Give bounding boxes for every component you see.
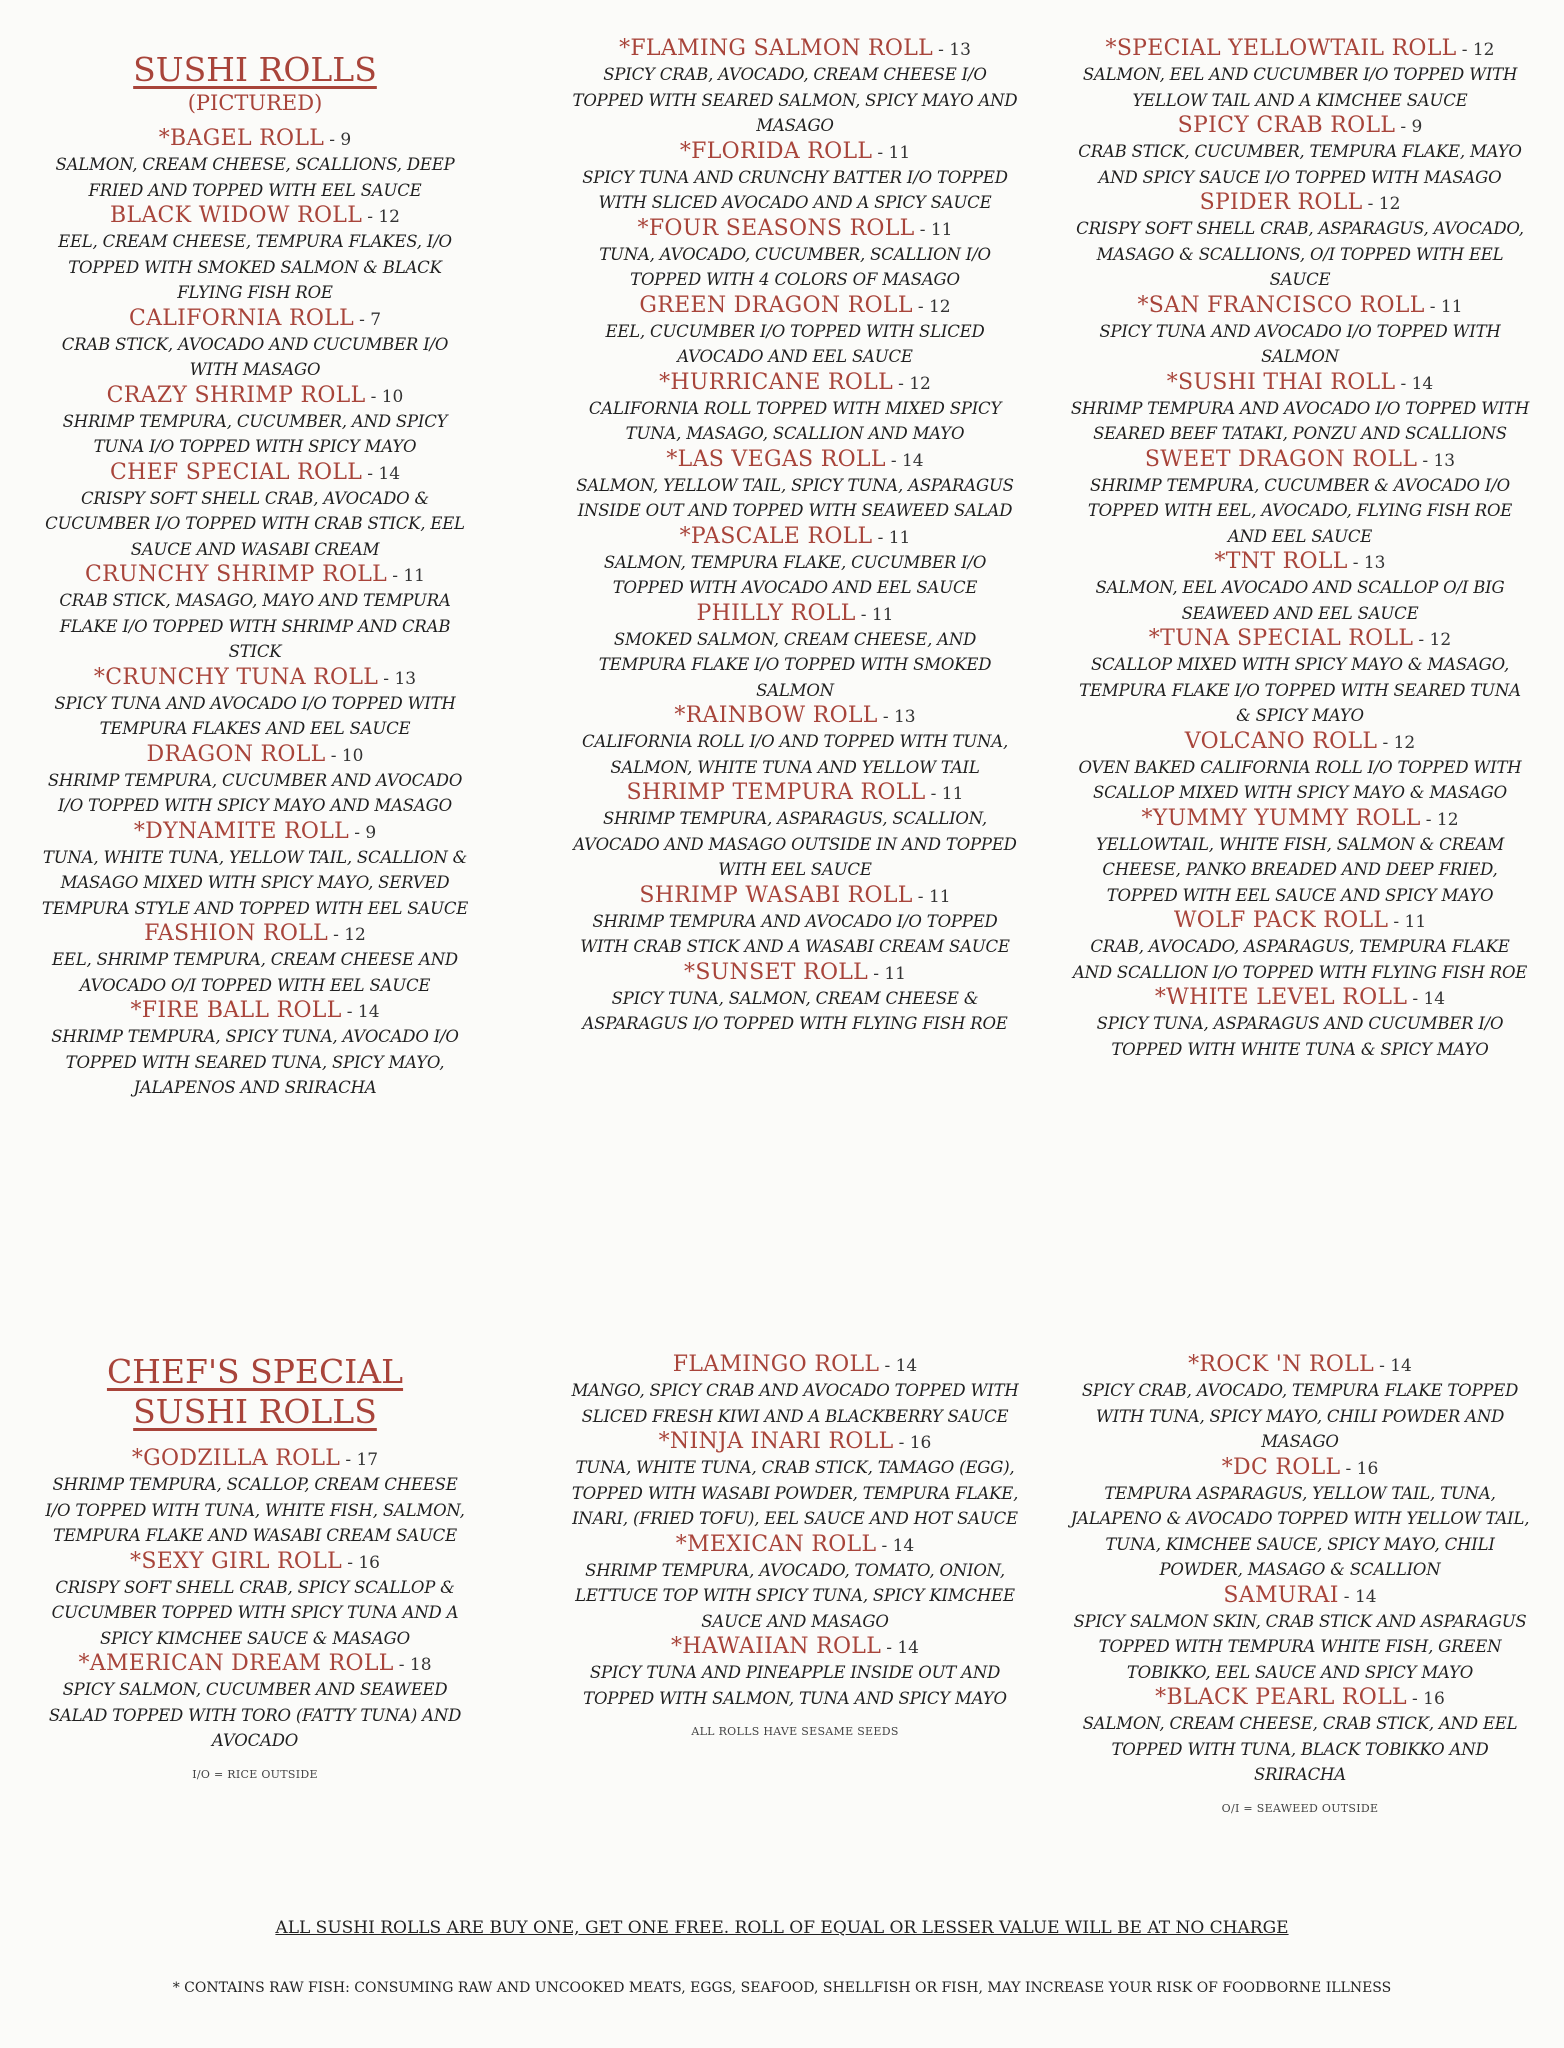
menu-item-name: *FLORIDA ROLL <box>679 138 873 164</box>
menu-item-price: - 12 <box>898 373 931 394</box>
menu-item-header <box>1070 447 1530 473</box>
menu-item-description: CRAB STICK, AVOCADO AND CUCUMBER I/O WITH MASAGO <box>61 334 449 379</box>
menu-item-price: - 9 <box>329 130 352 150</box>
menu-item-name: *LAS VEGAS ROLL <box>666 446 886 472</box>
menu-item-price: - 16 <box>347 1552 380 1573</box>
menu-item-header <box>1070 626 1530 652</box>
menu-item-price: - 14 <box>890 450 924 471</box>
menu-item <box>570 36 1020 139</box>
menu-item <box>40 1446 470 1549</box>
menu-item <box>570 1634 1020 1711</box>
menu-item-name: CHEF SPECIAL ROLL <box>109 459 363 485</box>
menu-item-name: CRAZY SHRIMP ROLL <box>106 382 366 408</box>
menu-item-header <box>40 998 470 1024</box>
legend-oi: O/I = SEAWEED OUTSIDE <box>1221 1801 1379 1815</box>
menu-item-description: CALIFORNIA ROLL I/O AND TOPPED WITH TUNA, SALMON, WHITE TUNA AND YELLOW TAIL <box>582 732 1008 777</box>
menu-item <box>40 1549 470 1652</box>
menu-item <box>40 921 470 998</box>
menu-item-price: - 9 <box>354 822 377 843</box>
menu-item <box>570 601 1020 704</box>
menu-item-header <box>40 460 470 486</box>
menu-item-header <box>570 1429 1020 1455</box>
menu-item-description: SPICY TUNA AND PINEAPPLE INSIDE OUT AND TOPPED WITH SALMON, TUNA AND SPICY MAYO <box>583 1663 1007 1708</box>
menu-item-description: SPICY CRAB, AVOCADO, TEMPURA FLAKE TOPPED WITH TUNA, SPICY MAYO, CHILI POWDER AND MASAGO <box>1081 1381 1519 1451</box>
menu-item-price: - 12 <box>1382 732 1416 753</box>
menu-item <box>1070 806 1530 909</box>
sushi-rolls-title: SUSHI ROLLS <box>133 50 377 89</box>
menu-item-price: - 11 <box>917 886 951 907</box>
menu-item-price: - 14 <box>367 463 401 484</box>
menu-item-price: - 11 <box>392 566 425 586</box>
menu-item <box>1070 1583 1530 1686</box>
menu-item-description: SPICY CRAB, AVOCADO, CREAM CHEESE I/O TOPPED WITH SEARED SALMON, SPICY MAYO AND MASAGO <box>572 65 1018 135</box>
menu-item-header <box>1070 36 1530 62</box>
menu-item-description: CRAB STICK, MASAGO, MAYO AND TEMPURA FLAKE I/O TOPPED WITH SHRIMP AND CRAB STICK <box>59 591 451 661</box>
menu-item-price: - 13 <box>1422 450 1456 471</box>
menu-item-description: SALMON, YELLOW TAIL, SPICY TUNA, ASPARAGUS INSIDE OUT AND TOPPED WITH SEAWEED SALAD <box>576 475 1014 520</box>
menu-list-chef2 <box>570 1352 1020 1711</box>
menu-item-price: - 7 <box>359 309 382 330</box>
chef-special-right <box>1070 1352 1530 1815</box>
menu-item-price: - 13 <box>882 707 916 727</box>
menu-item-name: *HURRICANE ROLL <box>659 369 893 395</box>
menu-item-name: SAMURAI <box>1223 1582 1339 1608</box>
menu-item-description: SPICY SALMON, CUCUMBER AND SEAWEED SALAD TOPPED WITH TORO (FATTY TUNA) AND AVOCADO <box>48 1680 462 1750</box>
menu-item-description: SHRIMP TEMPURA, CUCUMBER, AND SPICY TUNA I/O TOPPED WITH SPICY MAYO <box>62 411 448 456</box>
menu-item <box>40 203 470 306</box>
menu-item-name: CRUNCHY SHRIMP ROLL <box>85 562 388 587</box>
menu-item-name: DRAGON ROLL <box>146 741 326 767</box>
menu-item-name: FLAMINGO ROLL <box>672 1352 880 1377</box>
menu-item-description: CRISPY SOFT SHELL CRAB, SPICY SCALLOP & CUCUMBER TOPPED WITH SPICY TUNA AND A SPICY KIMCHEE SAUCE & MASAGO <box>51 1577 459 1648</box>
menu-item-name: *ROCK 'N ROLL <box>1188 1352 1374 1377</box>
sushi-rolls-subtitle: (PICTURED) <box>187 91 323 115</box>
menu-item-price: - 13 <box>383 668 417 689</box>
menu-item-header <box>1070 1455 1530 1481</box>
menu-item-name: *CRUNCHY TUNA ROLL <box>93 664 379 690</box>
menu-item <box>570 960 1020 1037</box>
menu-item <box>1070 36 1530 113</box>
menu-item-name: SHRIMP TEMPURA ROLL <box>626 780 926 805</box>
menu-item-price: - 12 <box>333 925 366 945</box>
menu-item-name: *TNT ROLL <box>1214 549 1348 574</box>
menu-item-header <box>570 293 1020 319</box>
menu-item <box>570 139 1020 216</box>
menu-item-description: TUNA, WHITE TUNA, YELLOW TAIL, SCALLION & MASAGO MIXED WITH SPICY MAYO, SERVED TEMPURA STYLE AND TOPPED WITH EEL SAUCE <box>41 847 469 918</box>
menu-item-name: VOLCANO ROLL <box>1184 728 1378 754</box>
menu-item-price: - 10 <box>370 386 404 407</box>
menu-item <box>40 819 470 922</box>
menu-item-header <box>570 960 1020 986</box>
menu-item-header <box>570 370 1020 396</box>
menu-item-header <box>40 306 470 332</box>
menu-list-chef1 <box>40 1446 470 1754</box>
menu-item-description: SPICY TUNA AND CRUNCHY BATTER I/O TOPPED WITH SLICED AVOCADO AND A SPICY SAUCE <box>582 167 1008 212</box>
menu-item-header <box>570 1352 1020 1378</box>
menu-item <box>40 742 470 819</box>
menu-list-col3 <box>1070 36 1530 1062</box>
menu-item <box>570 1532 1020 1635</box>
menu-item <box>40 998 470 1101</box>
footer-warning: * CONTAINS RAW FISH: CONSUMING RAW AND UNCOOKED MEATS, EGGS, SEAFOOD, SHELLFISH OR FISH, MAY INCREASE YOUR RISK OF FOODBORNE ILLNESS <box>172 1980 1392 1996</box>
menu-item <box>570 447 1020 524</box>
menu-item-header <box>1070 549 1530 575</box>
menu-item <box>40 460 470 563</box>
menu-item-header <box>570 780 1020 806</box>
menu-item-header <box>570 883 1020 909</box>
menu-item-description: SHRIMP TEMPURA, AVOCADO, TOMATO, ONION, LETTUCE TOP WITH SPICY TUNA, SPICY KIMCHEE SAUCE AND MASAGO <box>575 1560 1015 1631</box>
menu-item-description: SHRIMP TEMPURA, SPICY TUNA, AVOCADO I/O TOPPED WITH SEARED TUNA, SPICY MAYO, JALAPENOS AND SRIRACHA <box>51 1027 459 1097</box>
menu-item-description: SHRIMP TEMPURA, SCALLOP, CREAM CHEESE I/O TOPPED WITH TUNA, WHITE FISH, SALMON, TEMPURA FLAKE AND WASABI CREAM SAUCE <box>45 1475 465 1545</box>
menu-item-header <box>40 742 470 768</box>
menu-item-description: CALIFORNIA ROLL TOPPED WITH MIXED SPICY TUNA, MASAGO, SCALLION AND MAYO <box>588 398 1002 443</box>
menu-item <box>1070 985 1530 1062</box>
menu-item-name: *SAN FRANCISCO ROLL <box>1137 292 1425 318</box>
menu-item-price: - 12 <box>1425 809 1459 830</box>
menu-item-header <box>570 1634 1020 1660</box>
menu-item-price: - 14 <box>1400 373 1434 394</box>
menu-item-price: - 16 <box>898 1433 932 1453</box>
menu-item-description: EEL, CREAM CHEESE, TEMPURA FLAKES, I/O TOPPED WITH SMOKED SALMON & BLACK FLYING FISH ROE <box>58 232 452 302</box>
legend-io: I/O = RICE OUTSIDE <box>192 1767 318 1781</box>
menu-item-price: - 17 <box>345 1450 379 1470</box>
menu-item <box>40 383 470 460</box>
menu-item-name: *BLACK PEARL ROLL <box>1155 1685 1407 1710</box>
menu-item-description: CRISPY SOFT SHELL CRAB, ASPARAGUS, AVOCADO, MASAGO & SCALLIONS, O/I TOPPED WITH EEL SAUCE <box>1076 219 1524 289</box>
menu-item <box>40 1651 470 1754</box>
menu-list-col2 <box>570 36 1020 1037</box>
menu-item-name: *TUNA SPECIAL ROLL <box>1148 626 1414 651</box>
menu-item-header <box>40 1446 470 1472</box>
menu-item-header <box>40 665 470 691</box>
menu-item-name: GREEN DRAGON ROLL <box>639 292 913 318</box>
menu-item-price: - 13 <box>938 40 971 60</box>
menu-item-description: SALMON, EEL AND CUCUMBER I/O TOPPED WITH YELLOW TAIL AND A KIMCHEE SAUCE <box>1082 65 1518 110</box>
menu-item-price: - 12 <box>917 296 951 317</box>
menu-item <box>1070 113 1530 190</box>
menu-item-price: - 16 <box>1345 1458 1379 1479</box>
menu-item-header <box>1070 1583 1530 1609</box>
menu-item-name: *FOUR SEASONS ROLL <box>637 215 915 241</box>
menu-item <box>1070 370 1530 447</box>
menu-list-chef3 <box>1070 1352 1530 1788</box>
menu-item-description: SPICY TUNA, SALMON, CREAM CHEESE & ASPARAGUS I/O TOPPED WITH FLYING FISH ROE <box>582 988 1008 1033</box>
menu-item-header <box>570 216 1020 242</box>
menu-item-description: YELLOWTAIL, WHITE FISH, SALMON & CREAM CHEESE, PANKO BREADED AND DEEP FRIED, TOPPED WITH EEL SAUCE AND SPICY MAYO <box>1095 834 1505 905</box>
menu-item-description: CRAB STICK, CUCUMBER, TEMPURA FLAKE, MAYO AND SPICY SAUCE I/O TOPPED WITH MASAGO <box>1078 142 1522 187</box>
menu-item <box>570 370 1020 447</box>
menu-item-price: - 11 <box>877 527 911 548</box>
menu-item-header <box>1070 806 1530 832</box>
menu-item-name: *AMERICAN DREAM ROLL <box>78 1651 394 1676</box>
menu-item <box>570 1429 1020 1532</box>
menu-item <box>1070 729 1530 806</box>
menu-item-header <box>40 1651 470 1677</box>
legend-sesame: ALL ROLLS HAVE SESAME SEEDS <box>691 1725 899 1738</box>
menu-item-header <box>1070 1685 1530 1711</box>
menu-item-name: *WHITE LEVEL ROLL <box>1154 985 1408 1010</box>
menu-item-header <box>40 819 470 845</box>
menu-item-name: PHILLY ROLL <box>696 600 856 626</box>
menu-item-name: *GODZILLA ROLL <box>131 1446 341 1471</box>
chef-special-middle <box>570 1352 1020 1738</box>
menu-item-header <box>1070 1352 1530 1378</box>
menu-item <box>40 126 470 203</box>
menu-item-description: SALMON, CREAM CHEESE, SCALLIONS, DEEP FRIED AND TOPPED WITH EEL SAUCE <box>55 155 455 200</box>
menu-item <box>1070 908 1530 985</box>
menu-item-price: - 12 <box>1418 630 1452 650</box>
menu-item-name: *RAINBOW ROLL <box>674 703 878 728</box>
menu-item-description: SALMON, EEL AVOCADO AND SCALLOP O/I BIG SEAWEED AND EEL SAUCE <box>1095 578 1505 623</box>
menu-item-name: CALIFORNIA ROLL <box>128 305 354 331</box>
menu-item-price: - 14 <box>884 1356 918 1376</box>
column-left <box>40 50 470 1101</box>
menu-item-header <box>40 203 470 229</box>
menu-item-price: - 12 <box>367 207 400 227</box>
menu-item-price: - 18 <box>398 1655 432 1675</box>
menu-item-header <box>570 703 1020 729</box>
menu-item-header <box>1070 985 1530 1011</box>
menu-item-header <box>1070 729 1530 755</box>
menu-item-name: *PASCALE ROLL <box>679 523 873 549</box>
menu-item-header <box>570 36 1020 62</box>
menu-item-header <box>1070 190 1530 216</box>
menu-item-name: SHRIMP WASABI ROLL <box>639 882 913 908</box>
menu-item-name: *DC ROLL <box>1221 1454 1341 1480</box>
menu-item-description: SPICY SALMON SKIN, CRAB STICK AND ASPARAGUS TOPPED WITH TEMPURA WHITE FISH, GREEN TOBIKKO, EEL SAUCE AND SPICY MAYO <box>1073 1611 1527 1682</box>
menu-item-price: - 14 <box>346 1002 380 1022</box>
menu-item <box>1070 626 1530 729</box>
menu-item-description: EEL, SHRIMP TEMPURA, CREAM CHEESE AND AVOCADO O/I TOPPED WITH EEL SAUCE <box>52 950 458 995</box>
menu-item-price: - 14 <box>886 1638 919 1658</box>
menu-item <box>1070 293 1530 370</box>
menu-item-price: - 9 <box>1400 117 1423 137</box>
menu-item-header <box>1070 370 1530 396</box>
menu-item <box>570 524 1020 601</box>
menu-item-price: - 16 <box>1412 1689 1445 1709</box>
menu-item-name: SPIDER ROLL <box>1199 190 1363 215</box>
menu-item-name: *NINJA INARI ROLL <box>658 1429 894 1454</box>
menu-item-header <box>1070 293 1530 319</box>
menu-item <box>1070 190 1530 293</box>
menu-item-description: SMOKED SALMON, CREAM CHEESE, AND TEMPURA FLAKE I/O TOPPED WITH SMOKED SALMON <box>598 629 992 700</box>
menu-list-col1 <box>40 126 470 1101</box>
menu-item-price: - 11 <box>877 142 911 163</box>
menu-item-description: SPICY TUNA AND AVOCADO I/O TOPPED WITH TEMPURA FLAKES AND EEL SAUCE <box>54 693 456 738</box>
menu-item <box>40 562 470 665</box>
menu-item-name: *FLAMING SALMON ROLL <box>619 36 934 61</box>
column-right <box>1070 36 1530 1062</box>
chef-special-title <box>40 1352 470 1432</box>
menu-item-description: TUNA, AVOCADO, CUCUMBER, SCALLION I/O TOPPED WITH 4 COLORS OF MASAGO <box>599 244 991 289</box>
chef-special-title-line1: CHEF'S SPECIAL <box>106 1352 404 1391</box>
menu-item-header <box>570 524 1020 550</box>
menu-item-description: SHRIMP TEMPURA, CUCUMBER & AVOCADO I/O TOPPED WITH EEL, AVOCADO, FLYING FISH ROE AND EEL SAUCE <box>1087 475 1513 546</box>
menu-item-header <box>40 1549 470 1575</box>
column-middle <box>570 36 1020 1037</box>
menu-item-price: - 14 <box>1412 989 1446 1009</box>
menu-item <box>1070 1685 1530 1788</box>
menu-item-name: *YUMMY YUMMY ROLL <box>1141 805 1421 831</box>
menu-item-price: - 13 <box>1352 553 1386 573</box>
menu-item <box>570 780 1020 883</box>
menu-item-name: SWEET DRAGON ROLL <box>1144 446 1418 472</box>
menu-item-name: *BAGEL ROLL <box>158 126 325 151</box>
menu-item-price: - 12 <box>1461 40 1495 60</box>
menu-item <box>570 1352 1020 1429</box>
menu-item-header <box>40 921 470 947</box>
chef-special-title-line2: SUSHI ROLLS <box>133 1392 377 1431</box>
menu-item-description: EEL, CUCUMBER I/O TOPPED WITH SLICED AVOCADO AND EEL SAUCE <box>605 321 985 366</box>
menu-item <box>570 293 1020 370</box>
chef-special-section <box>40 1352 470 1781</box>
menu-item <box>570 703 1020 780</box>
menu-item-description: SPICY TUNA AND AVOCADO I/O TOPPED WITH SALMON <box>1099 321 1501 366</box>
menu-item-description: SPICY TUNA, ASPARAGUS AND CUCUMBER I/O TOPPED WITH WHITE TUNA & SPICY MAYO <box>1096 1014 1504 1059</box>
menu-item-description: SCALLOP MIXED WITH SPICY MAYO & MASAGO, TEMPURA FLAKE I/O TOPPED WITH SEARED TUNA & SPICY MAYO <box>1079 655 1521 725</box>
menu-item <box>1070 1455 1530 1583</box>
menu-item-price: - 12 <box>1367 194 1401 214</box>
menu-item-name: *FIRE BALL ROLL <box>130 998 342 1023</box>
menu-item-name: *SUSHI THAI ROLL <box>1166 369 1396 395</box>
menu-item-description: MANGO, SPICY CRAB AND AVOCADO TOPPED WITH SLICED FRESH KIWI AND A BLACKBERRY SAUCE <box>571 1381 1019 1426</box>
menu-item-description: SHRIMP TEMPURA, ASPARAGUS, SCALLION, AVOCADO AND MASAGO OUTSIDE IN AND TOPPED WITH EEL SAUCE <box>573 809 1017 879</box>
menu-item-name: *HAWAIIAN ROLL <box>671 1634 882 1659</box>
menu-item-header <box>40 126 470 152</box>
menu-item-header <box>1070 908 1530 934</box>
menu-item-description: TEMPURA ASPARAGUS, YELLOW TAIL, TUNA, JALAPENO & AVOCADO TOPPED WITH YELLOW TAIL, TUNA, KIMCHEE SAUCE, SPICY MAYO, CHILI POWDER, MASAGO & SCALLION <box>1070 1483 1530 1579</box>
menu-item-price: - 11 <box>1429 296 1463 317</box>
menu-item-price: - 11 <box>873 963 906 984</box>
menu-item-description: SALMON, CREAM CHEESE, CRAB STICK, AND EEL TOPPED WITH TUNA, BLACK TOBIKKO AND SRIRACHA <box>1082 1714 1518 1784</box>
menu-item-description: TUNA, WHITE TUNA, CRAB STICK, TAMAGO (EGG), TOPPED WITH WASABI POWDER, TEMPURA FLAKE, INARI, (FRIED TOFU), EEL SAUCE AND HOT SAUCE <box>571 1458 1019 1528</box>
menu-item-description: OVEN BAKED CALIFORNIA ROLL I/O TOPPED WITH SCALLOP MIXED WITH SPICY MAYO & MASAGO <box>1078 757 1522 802</box>
menu-item-header <box>40 383 470 409</box>
menu-item <box>1070 549 1530 626</box>
menu-item-description: SALMON, TEMPURA FLAKE, CUCUMBER I/O TOPPED WITH AVOCADO AND EEL SAUCE <box>603 552 987 597</box>
menu-item-price: - 10 <box>330 745 364 766</box>
menu-item <box>40 665 470 742</box>
menu-item-description: SHRIMP TEMPURA AND AVOCADO I/O TOPPED WITH CRAB STICK AND A WASABI CREAM SAUCE <box>580 911 1010 956</box>
menu-item <box>40 306 470 383</box>
menu-item <box>570 883 1020 960</box>
menu-item-price: - 11 <box>860 604 894 625</box>
menu-item-name: *SEXY GIRL ROLL <box>130 1548 343 1574</box>
menu-item-name: FASHION ROLL <box>144 921 328 946</box>
menu-item-description: SHRIMP TEMPURA, CUCUMBER AND AVOCADO I/O TOPPED WITH SPICY MAYO AND MASAGO <box>47 770 463 815</box>
menu-item-description: CRAB, AVOCADO, ASPARAGUS, TEMPURA FLAKE AND SCALLION I/O TOPPED WITH FLYING FISH ROE <box>1072 937 1528 982</box>
menu-item-price: - 14 <box>1379 1356 1412 1376</box>
menu-item-price: - 14 <box>881 1535 915 1556</box>
menu-item-header <box>570 1532 1020 1558</box>
menu-item-name: WOLF PACK ROLL <box>1173 908 1389 933</box>
menu-item-name: BLACK WIDOW ROLL <box>109 203 363 228</box>
menu-item-name: *MEXICAN ROLL <box>675 1531 877 1557</box>
footer-promo: ALL SUSHI ROLLS ARE BUY ONE, GET ONE FREE. ROLL OF EQUAL OR LESSER VALUE WILL BE AT NO CHARGE <box>275 1918 1289 1938</box>
menu-item-name: *SUNSET ROLL <box>684 959 869 985</box>
menu-item <box>570 216 1020 293</box>
menu-item <box>1070 447 1530 550</box>
menu-item-name: *SPECIAL YELLOWTAIL ROLL <box>1105 36 1457 61</box>
menu-item-name: *DYNAMITE ROLL <box>133 818 350 844</box>
menu-item-header <box>570 601 1020 627</box>
menu-item-name: SPICY CRAB ROLL <box>1177 113 1396 138</box>
menu-item-header <box>570 139 1020 165</box>
menu-item-description: CRISPY SOFT SHELL CRAB, AVOCADO & CUCUMBER I/O TOPPED WITH CRAB STICK, EEL SAUCE AND WASABI CREAM <box>45 488 465 559</box>
menu-item-price: - 14 <box>1343 1586 1377 1607</box>
menu-item-price: - 11 <box>930 784 964 804</box>
menu-item-header <box>1070 113 1530 139</box>
menu-item-header <box>570 447 1020 473</box>
menu-item-price: - 11 <box>919 219 953 240</box>
menu-item-description: SHRIMP TEMPURA AND AVOCADO I/O TOPPED WITH SEARED BEEF TATAKI, PONZU AND SCALLIONS <box>1070 398 1530 443</box>
menu-item-price: - 11 <box>1393 912 1427 932</box>
menu-item-header <box>40 562 470 588</box>
menu-item <box>1070 1352 1530 1455</box>
